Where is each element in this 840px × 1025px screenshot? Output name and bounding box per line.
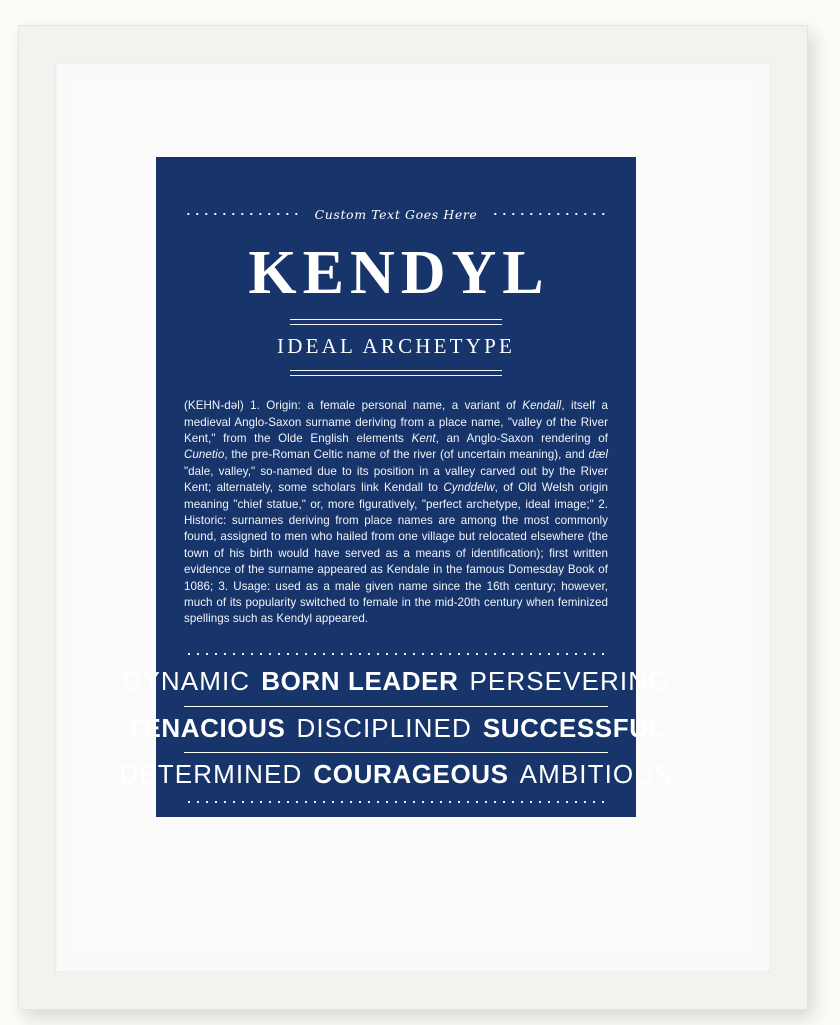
divider-below-archetype-bottom (290, 375, 502, 376)
dotted-rule-traits-bottom (184, 800, 608, 804)
picture-frame (18, 25, 808, 1010)
trait-word: BORN LEADER (261, 665, 459, 696)
divider-below-archetype-top (290, 370, 502, 371)
definition-emphasis: Cynddelw (443, 481, 495, 495)
trait-word: COURAGEOUS (313, 758, 509, 789)
archetype-label: IDEAL ARCHETYPE (277, 334, 515, 359)
trait-word: SUCCESSFUL (482, 712, 666, 743)
divider-above-archetype-top (290, 319, 502, 320)
trait-word: DISCIPLINED (296, 712, 472, 743)
trait-word: DETERMINED (119, 758, 303, 789)
name-art-poster (119, 157, 673, 817)
dotted-rule-left (184, 212, 301, 216)
definition-segment: , of Old Welsh origin meaning "chief statue," or, more figuratively, "perfect archetype, ideal image;" 2. Historic: surnames deriving from place names are among the most commonly found, assigned to men who hailed from one village but relocated elsewhere (the town of his birth would have served as a means of identification); first written evidence of the surname appeared as Kendale in the famous Domesday Book of 1086; 3. Usage: used as a male given name since the 16th century; however, much of its popularity switched to female in the mid-20th century when feminized spellings such as Kendyl appeared. (184, 481, 608, 626)
trait-word: TENACIOUS (126, 712, 286, 743)
definition-emphasis: Kent (411, 431, 436, 445)
definition-segment: "dale, valley," so-named due to its position in a valley carved out by the River Kent; alternately, some scholars link Kendall to (184, 464, 608, 495)
dotted-rule-traits-top (184, 652, 608, 656)
trait-word: AMBITIOUS (519, 758, 673, 789)
trait-line-2 (126, 712, 666, 744)
page-title: KENDYL (248, 239, 550, 307)
definition-segment: (KEHN-dəl) 1. Origin: a female personal name, a variant of (184, 399, 523, 413)
definition-emphasis: Kendall (522, 399, 562, 413)
divider-traits-1 (184, 706, 608, 707)
trait-word: DYNAMIC (122, 665, 251, 696)
definition-emphasis: dæl (588, 448, 608, 462)
dotted-rule-right (491, 212, 608, 216)
definition-segment: , the pre-Roman Celtic name of the river (of uncertain meaning), and (224, 448, 589, 462)
custom-text: Custom Text Goes Here (314, 206, 478, 222)
definition-text (184, 398, 608, 628)
definition-segment: , an Anglo-Saxon rendering of (435, 431, 608, 445)
trait-word: PERSEVERING (469, 665, 670, 696)
definition-segment: , itself a medieval Anglo-Saxon surname deriving from a place name, "valley of the River Kent," from the Olde English elements (184, 399, 608, 445)
trait-line-3 (119, 758, 673, 790)
divider-traits-2 (184, 752, 608, 753)
trait-line-1 (122, 665, 670, 697)
definition-emphasis: Cunetio (184, 448, 225, 462)
divider-above-archetype-bottom (290, 324, 502, 325)
poster-header-ornament (184, 201, 608, 227)
traits-block (119, 652, 673, 804)
